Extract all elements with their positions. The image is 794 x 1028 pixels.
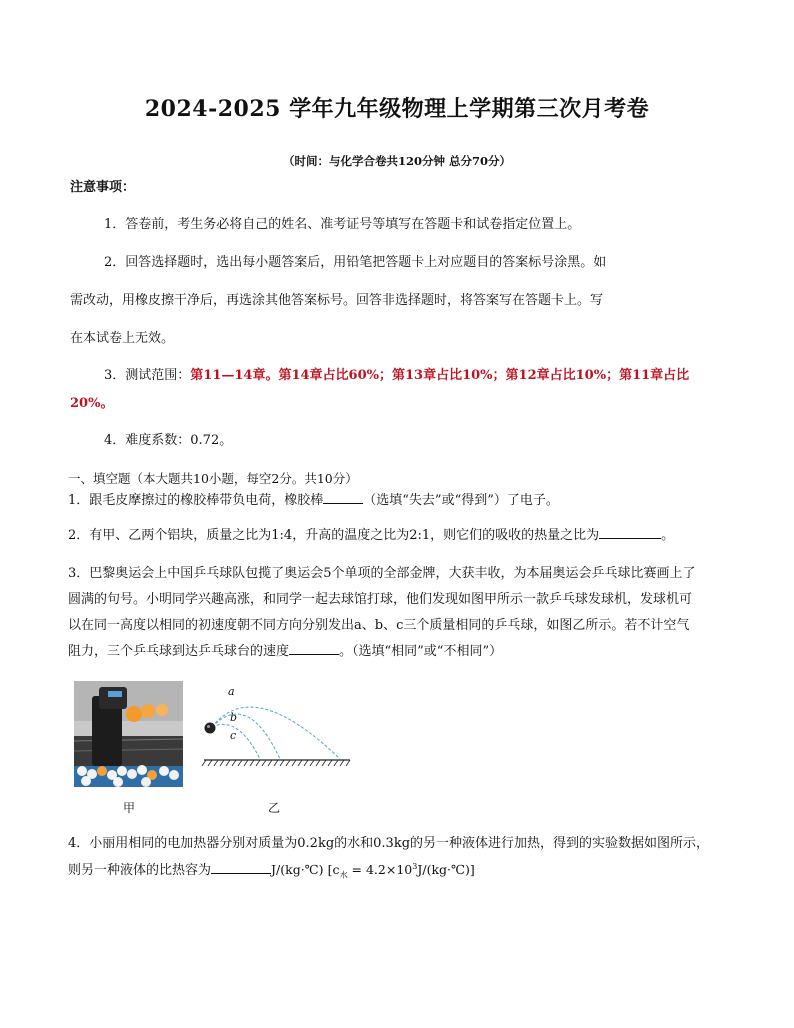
notice-item-3	[104, 364, 689, 383]
notice-item-4: 4．难度系数：0.72。	[104, 433, 233, 448]
notice-item-1: 1．答卷前，考生务必将自己的姓名、准考证号等填写在答题卡和试卷指定位置上。	[104, 217, 581, 232]
test-scope-red-text-cont: 20%。	[70, 396, 114, 411]
q3-answer-blank[interactable]	[289, 640, 339, 655]
question-3-line4	[68, 640, 502, 659]
q1-text: 1．跟毛皮摩擦过的橡胶棒带负电荷，橡胶棒	[68, 493, 324, 508]
q1-text-end: （选填“失去”或“得到”）了电子。	[363, 493, 559, 508]
question-3-line3: 以在同一高度以相同的初速度朝不同方向分别发出a、b、c三个质量相同的乒乓球，如图乙所示。若不计空气	[68, 618, 690, 633]
figure-caption-yi: 乙	[268, 801, 281, 815]
ground-hatching	[202, 760, 350, 766]
question-2	[68, 524, 674, 543]
question-1	[68, 489, 559, 508]
q3-text: 阻力，三个乒乓球到达乒乓球台的速度	[68, 644, 290, 659]
question-3-line1: 3．巴黎奥运会上中国乒乓球队包揽了奥运会5个单项的全部金牌，大获丰收，为本届奥运会乒乓球比赛画上了	[68, 566, 696, 581]
q4-text: 则另一种液体的比热容为	[68, 863, 212, 878]
label-a: a	[228, 685, 235, 698]
notice-item-2-line3: 在本试卷上无效。	[70, 331, 175, 346]
section-heading: 一、填空题（本大题共10小题，每空2分。共10分）	[68, 471, 358, 486]
notice-item-2-line2: 需改动，用橡皮擦干净后，再选涂其他答案标号。回答非选择题时，将答案写在答题卡上。写	[70, 293, 604, 308]
exam-title: 2024-2025 学年九年级物理上学期第三次月考卷	[144, 96, 650, 122]
q4-unit: J/(kg·℃)	[271, 862, 324, 877]
exam-subtitle: （时间：与化学合卷共120分钟 总分70分）	[282, 154, 511, 168]
q3-text-end: 。（选填“相同”或“不相同”）	[339, 644, 503, 659]
q2-text-end: 。	[661, 528, 675, 543]
notice-heading: 注意事项：	[70, 180, 136, 195]
q2-answer-blank[interactable]	[599, 524, 661, 539]
question-4-line1: 4．小丽用相同的电加热器分别对质量为0.2kg的水和0.3kg的另一种液体进行加热，得到的实验数据如图所示，	[68, 836, 710, 851]
label-c: c	[230, 729, 237, 742]
figure-caption-jia: 甲	[123, 801, 136, 815]
q4-given-formula: [$c_水$ = $4.2\times 10^3J/(kg\cdot℃)$]	[327, 861, 475, 880]
notice-item-2-line1: 2．回答选择题时，选出每小题答案后，用铅笔把答题卡上对应题目的答案标号涂黑。如	[104, 255, 607, 270]
ball	[205, 723, 216, 734]
label-b: b	[230, 711, 238, 724]
test-scope-red-text: 第11—14章。第14章占比60%；第13章占比10%；第12章占比10%；第11章占比	[190, 368, 690, 383]
q1-answer-blank[interactable]	[323, 489, 363, 504]
q2-text: 2．有甲、乙两个铝块，质量之比为1:4，升高的温度之比为2:1，则它们的吸收的热量之比为	[68, 528, 600, 543]
question-4-line2	[68, 859, 475, 881]
trajectory-diagram	[198, 680, 358, 772]
notice-item-3-prefix: 3．测试范围：	[104, 368, 191, 383]
serving-machine-photo	[74, 681, 183, 787]
question-3-line2: 圆满的句号。小明同学兴趣高涨，和同学一起去球馆打球，他们发现如图甲所示一款乒乓球发球机，发球机可	[68, 592, 693, 607]
trajectory-b	[212, 714, 280, 759]
q4-answer-blank[interactable]	[211, 859, 271, 874]
